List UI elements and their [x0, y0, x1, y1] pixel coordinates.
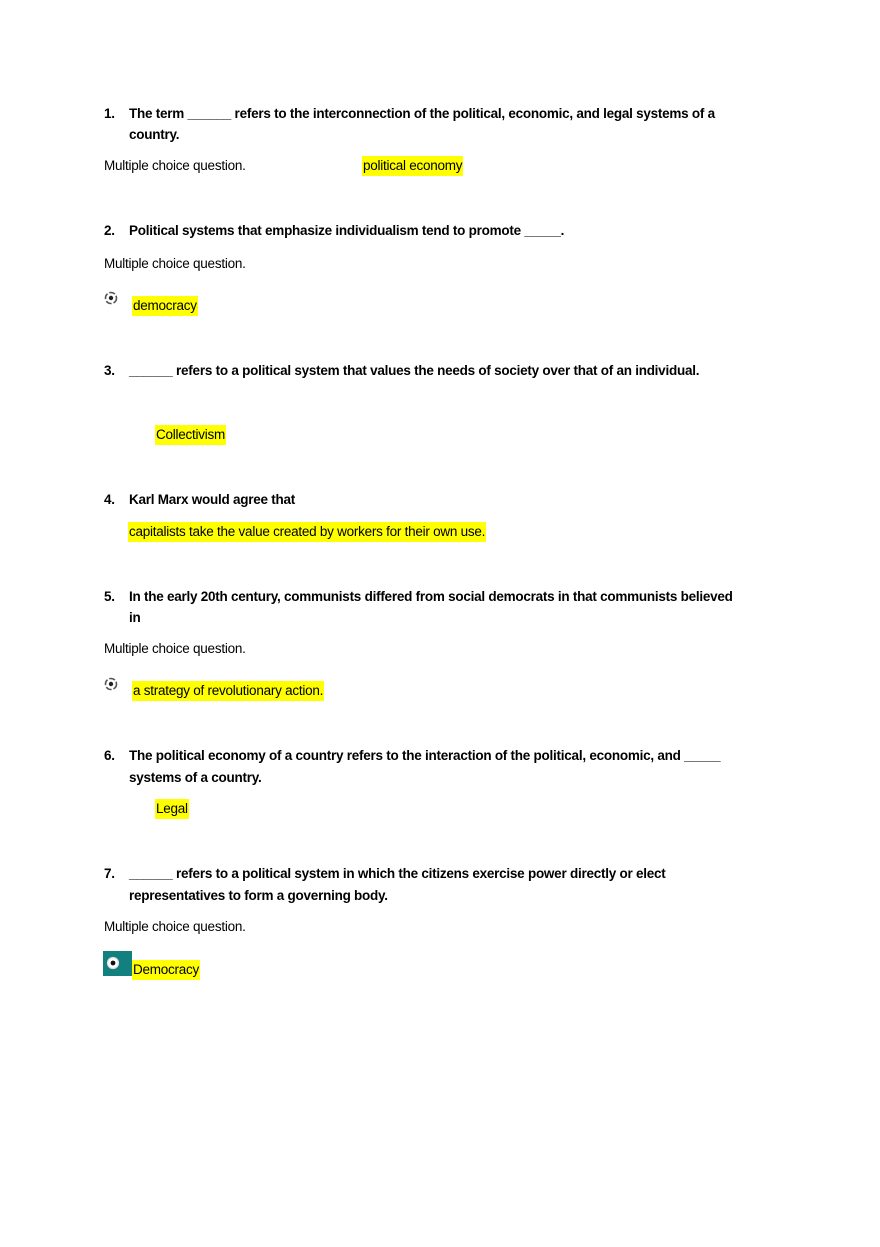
question-number: 6. [104, 748, 115, 763]
answer: democracy [132, 296, 198, 316]
question-text: ______ refers to a political system that values the needs of society over that of an individual. [129, 363, 700, 378]
question-number: 3. [104, 363, 115, 378]
question-text: in [129, 610, 141, 625]
answer: capitalists take the value created by workers for their own use. [128, 522, 486, 542]
question-type: Multiple choice question. [104, 256, 246, 271]
radio-selected-icon[interactable] [104, 291, 118, 305]
question-number: 2. [104, 223, 115, 238]
question-type: Multiple choice question. [104, 919, 246, 934]
question-type: Multiple choice question. [104, 158, 246, 173]
question-text: representatives to form a governing body. [129, 888, 388, 903]
question-text: The political economy of a country refers to the interaction of the political, economic, and _____ [129, 748, 721, 763]
question-text: The term ______ refers to the interconnection of the political, economic, and legal systems of a [129, 106, 715, 121]
question-text: In the early 20th century, communists differed from social democrats in that communists believed [129, 589, 733, 604]
radio-selected-icon[interactable] [106, 956, 120, 970]
answer: Democracy [132, 960, 200, 980]
question-number: 5. [104, 589, 115, 604]
answer: Legal [155, 799, 189, 819]
question-text: systems of a country. [129, 770, 262, 785]
question-type: Multiple choice question. [104, 641, 246, 656]
question-text: Karl Marx would agree that [129, 492, 296, 507]
question-number: 1. [104, 106, 115, 121]
answer: Collectivism [155, 425, 226, 445]
answer: a strategy of revolutionary action. [132, 681, 324, 701]
question-number: 4. [104, 492, 115, 507]
answer: political economy [362, 156, 463, 176]
question-text: ______ refers to a political system in which the citizens exercise power directly or elect [129, 866, 666, 881]
question-number: 7. [104, 866, 115, 881]
question-text: country. [129, 127, 180, 142]
radio-selected-icon[interactable] [104, 677, 118, 691]
question-text: Political systems that emphasize individualism tend to promote _____. [129, 223, 565, 238]
